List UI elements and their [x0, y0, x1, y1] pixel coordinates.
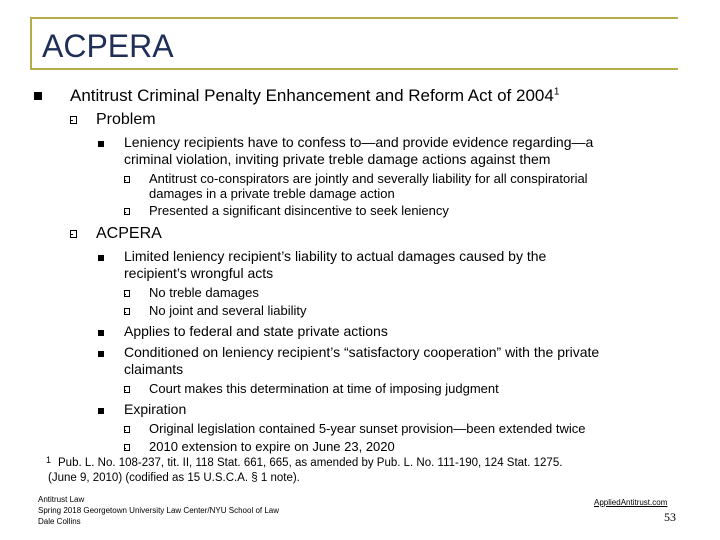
website-link[interactable]: AppliedAntitrust.com: [594, 498, 668, 507]
acpera-point4-sub2: 2010 extension to expire on June 23, 2020: [149, 439, 395, 454]
hollow-square-bullet-icon: [124, 208, 130, 215]
title-frame-left-rule: [30, 17, 32, 69]
title-frame-bottom-rule: [30, 68, 678, 70]
footer-author: Dale Collins: [38, 517, 81, 526]
main-bullet: [70, 86, 559, 106]
hollow-square-bullet-icon: [124, 176, 130, 183]
main-bullet-text: Antitrust Criminal Penalty Enhancement and Reform Act of 2004: [70, 86, 554, 105]
square-bullet-icon: [98, 141, 104, 147]
hollow-square-bullet-icon: [124, 426, 130, 433]
title-frame-top-rule: [30, 17, 678, 19]
acpera-point1-line2: recipient’s wrongful acts: [124, 265, 274, 281]
acpera-point3-line2: claimants: [124, 361, 184, 377]
acpera-point4: Expiration: [124, 401, 187, 417]
acpera-point3-line1: Conditioned on leniency recipient’s “satisfactory cooperation” with the private: [124, 344, 600, 360]
acpera-point1-sub2: No joint and several liability: [149, 303, 307, 318]
acpera-point2: Applies to federal and state private actions: [124, 323, 388, 339]
square-bullet-icon: [98, 255, 104, 261]
problem-sub2: Presented a significant disincentive to seek leniency: [149, 203, 449, 218]
footer-credits: [38, 494, 279, 527]
acpera-point1-sub1: No treble damages: [149, 285, 259, 300]
hollow-square-bullet-icon: [70, 116, 77, 124]
footer-course: Antitrust Law: [38, 495, 85, 504]
hollow-square-bullet-icon: [124, 444, 130, 451]
hollow-square-bullet-icon: [124, 290, 130, 297]
problem-heading: Problem: [96, 111, 156, 128]
acpera-point1-line1: Limited leniency recipient’s liability to actual damages caused by the: [124, 248, 547, 264]
acpera-heading: ACPERA: [96, 225, 162, 242]
footnote-line2: (June 9, 2010) (codified as 15 U.S.C.A. § 1 note).: [48, 472, 300, 484]
footnote-line1: Pub. L. No. 108-237, tit. II, 118 Stat. 661, 665, as amended by Pub. L. No. 111-190, 124 Stat. 1275.: [58, 457, 563, 469]
acpera-point4-sub1: Original legislation contained 5-year sunset provision—been extended twice: [149, 421, 586, 436]
square-bullet-icon: [98, 408, 104, 414]
square-bullet-icon: [34, 92, 42, 100]
page-number: 53: [664, 510, 676, 524]
square-bullet-icon: [98, 351, 104, 357]
hollow-square-bullet-icon: [70, 230, 77, 238]
square-bullet-icon: [98, 330, 104, 336]
footnote-ref: 1: [553, 86, 560, 98]
hollow-square-bullet-icon: [124, 308, 130, 315]
problem-sub1-line1: Antitrust co-conspirators are jointly and severally liability for all conspiratorial: [149, 171, 588, 186]
problem-point-line2: criminal violation, inviting private treble damage actions against them: [124, 151, 551, 167]
hollow-square-bullet-icon: [124, 386, 130, 393]
slide-title: ACPERA: [42, 28, 174, 64]
footnote-mark: 1: [46, 455, 52, 465]
problem-sub1-line2: damages in a private treble damage action: [149, 186, 395, 201]
problem-point-line1: Leniency recipients have to confess to—and provide evidence regarding—a: [124, 134, 594, 150]
footer-term: Spring 2018 Georgetown University Law Center/NYU School of Law: [38, 506, 280, 515]
acpera-point3-sub1: Court makes this determination at time of imposing judgment: [149, 381, 499, 396]
